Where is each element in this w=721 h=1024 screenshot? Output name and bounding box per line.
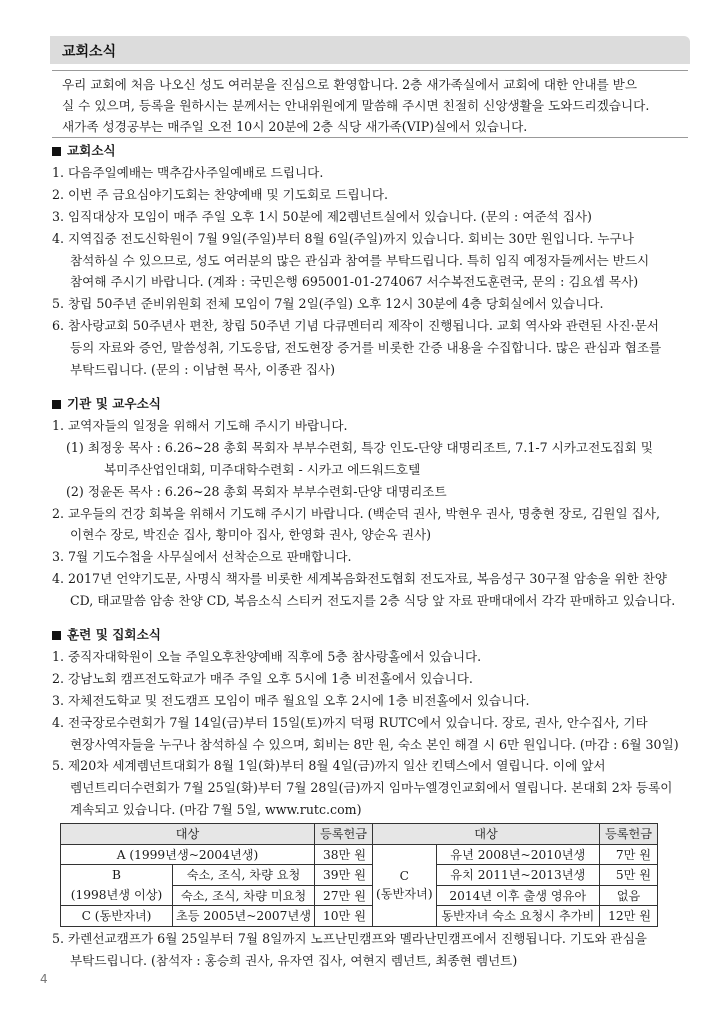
section-title: 훈련 및 집회소식 bbox=[67, 627, 161, 642]
section-title: 교회소식 bbox=[67, 143, 116, 158]
group-label: C bbox=[399, 869, 409, 883]
news-item-continued: 이현수 장로, 박진순 집사, 황미아 집사, 한영화 권사, 양순옥 권사) bbox=[70, 527, 432, 543]
registration-fee-table bbox=[60, 823, 658, 927]
news-item: 5. 제20차 세계렘넌트대회가 8월 1일(화)부터 8월 4일(금)까지 일산 킨텍스에서 열립니다. 이에 앞서 bbox=[52, 758, 606, 774]
news-item: 1. 중직자대학원이 오늘 주일오후찬양예배 직후에 5층 참사랑홀에서 있습니다. bbox=[52, 649, 482, 664]
welcome-line: 실 수 있으며, 등록을 원하시는 분께서는 안내위원에게 말씀해 주시면 친절히 신앙생활을 도와드리겠습니다. bbox=[62, 98, 650, 113]
table-row bbox=[61, 844, 658, 865]
column-header: 대상 bbox=[61, 824, 315, 845]
news-item: 2. 강남노회 캠프전도학교가 매주 주일 오후 5시에 1층 비전홀에서 있습니다. bbox=[52, 670, 473, 686]
news-item: 6. 참사랑교회 50주년사 편찬, 창립 50주년 기념 다큐멘터리 제작이 진행됩니다. 교회 역사와 관련된 사진·문서 bbox=[52, 318, 659, 334]
members-news-section bbox=[52, 393, 688, 612]
table-cell: C (동반자녀) bbox=[61, 906, 173, 927]
news-item-continued: 참석하실 수 있으므로, 성도 여러분의 많은 관심과 참여를 부탁드립니다. 특히 임직 예정자들께서는 반드시 bbox=[70, 252, 650, 268]
square-bullet-icon bbox=[52, 400, 61, 409]
news-item: 3. 자체전도학교 및 전도캠프 모임이 매주 월요일 오후 2시에 1층 비전홀에서 있습니다. bbox=[52, 692, 530, 708]
column-header: 등록헌금 bbox=[600, 824, 658, 845]
page-number: 4 bbox=[40, 972, 48, 986]
table-cell: 39만 원 bbox=[314, 865, 372, 886]
news-item-continued: 렘넌트리더수련회가 7월 25일(화)부터 7월 28일(금)까지 임마누엘경인교회에서 열립니다. 본대회 2차 등록이 bbox=[70, 780, 673, 796]
table-cell: A (1999년생~2004년생) bbox=[61, 844, 315, 865]
training-news-section bbox=[52, 624, 688, 821]
news-item: 4. 2017년 언약기도문, 사명식 책자를 비롯한 세계복음화전도협회 전도자료, 복음성구 30구절 암송을 위한 찬양 bbox=[52, 571, 667, 587]
group-label: (1998년생 이상) bbox=[70, 888, 163, 902]
section-title: 기관 및 교우소식 bbox=[67, 396, 161, 411]
news-subitem-continued: 복미주산업인대회, 미주대학수련회 - 시카고 에드워드호텔 bbox=[104, 461, 421, 477]
welcome-line: 새가족 성경공부는 매주일 오전 10시 20분에 2층 식당 새가족(VIP)실에서 있습니다. bbox=[62, 119, 528, 134]
table-header-row bbox=[61, 824, 658, 845]
table-cell: 12만 원 bbox=[600, 906, 658, 927]
table-cell: 유년 2008년~2010년생 bbox=[436, 844, 599, 865]
news-item-continued: 부탁드립니다. (참석자 : 홍승희 권사, 유자연 집사, 여현지 렘넌트, 최종현 렘넌트) bbox=[70, 952, 518, 968]
news-item: 5. 창립 50주년 준비위원회 전체 모임이 7월 2일(주일) 오후 12시 30분에 4층 당회실에서 있습니다. bbox=[52, 296, 604, 312]
table-cell: 7만 원 bbox=[600, 844, 658, 865]
table-cell: 유치 2011년~2013년생 bbox=[436, 865, 599, 886]
table-row bbox=[61, 906, 658, 927]
group-label: B bbox=[112, 868, 121, 882]
training-news-continued bbox=[52, 928, 688, 972]
news-item: 2. 교우들의 건강 회복을 위해서 기도해 주시기 바랍니다. (백순덕 권사, 박현우 권사, 명충현 장로, 김원일 집사, bbox=[52, 505, 660, 521]
square-bullet-icon bbox=[52, 631, 61, 640]
welcome-line: 우리 교회에 처음 나오신 성도 여러분을 진심으로 환영합니다. 2층 새가족실에서 교회에 대한 안내를 받으 bbox=[62, 77, 638, 92]
table-cell: 숙소, 조식, 차량 요청 bbox=[173, 865, 315, 886]
table-cell: 초등 2005년~2007년생 bbox=[173, 906, 315, 927]
news-item: 3. 임직대상자 모임이 매주 주일 오후 1시 50분에 제2렘넌트실에서 있습니다. (문의 : 여준석 집사) bbox=[52, 208, 592, 224]
news-item: 4. 지역집중 전도신학원이 7월 9일(주일)부터 8월 6일(주일)까지 있습니다. 회비는 30만 원입니다. 누구나 bbox=[52, 230, 634, 246]
table-cell: 38만 원 bbox=[314, 844, 372, 865]
section-heading bbox=[52, 393, 688, 415]
news-item: 2. 이번 주 금요심야기도회는 찬양예배 및 기도회로 드립니다. bbox=[52, 186, 389, 202]
news-item: 1. 교역자들의 일정을 위해서 기도해 주시기 바랍니다. bbox=[52, 418, 348, 433]
group-label: (동반자녀) bbox=[375, 887, 433, 901]
section-heading bbox=[52, 624, 688, 646]
table-cell: 숙소, 조식, 차량 미요청 bbox=[173, 885, 315, 906]
table-cell: 동반자녀 숙소 요청시 추가비 bbox=[436, 906, 599, 927]
table-cell: 10만 원 bbox=[314, 906, 372, 927]
news-item-continued: CD, 태교말씀 암송 찬양 CD, 복음소식 스티커 전도지를 2층 식당 앞 자료 판매대에서 각각 판매하고 있습니다. bbox=[70, 593, 676, 609]
news-item-continued: 부탁드립니다. (문의 : 이남현 목사, 이종관 집사) bbox=[70, 362, 336, 378]
welcome-notice bbox=[52, 70, 688, 138]
news-subitem: (1) 최정웅 목사 : 6.26~28 총회 목회자 부부수련회, 특강 인도-단양 대명리조트, 7.1-7 시카고전도집회 및 bbox=[66, 439, 653, 455]
church-news-section bbox=[52, 140, 688, 381]
section-heading bbox=[52, 140, 688, 162]
news-item-continued: 현장사역자들을 누구나 참석하실 수 있으며, 회비는 8만 원, 숙소 본인 해결 시 6만 원입니다. (마감 : 6월 30일) bbox=[70, 736, 679, 752]
table-cell: 5만 원 bbox=[600, 865, 658, 886]
news-subitem: (2) 정윤돈 목사 : 6.26~28 총회 목회자 부부수련회-단양 대명리조트 bbox=[66, 483, 447, 499]
column-header: 등록헌금 bbox=[314, 824, 372, 845]
column-header: 대상 bbox=[372, 824, 599, 845]
news-item: 5. 카렌선교캠프가 6월 25일부터 7월 8일까지 노프난민캠프와 멜라난민캠프에서 진행됩니다. 기도와 관심을 bbox=[52, 931, 647, 946]
table-cell: 없음 bbox=[600, 885, 658, 906]
news-item: 4. 전국장로수련회가 7월 14일(금)부터 15일(토)까지 덕평 RUTC에서 있습니다. 장로, 권사, 안수집사, 기타 bbox=[52, 714, 648, 730]
news-item-continued: 등의 자료와 증언, 말씀성취, 기도응답, 전도현장 증거를 비롯한 간증 내용을 수집합니다. 많은 관심과 협조를 bbox=[70, 340, 662, 356]
header-bar bbox=[50, 36, 690, 64]
news-item-continued: 참여해 주시기 바랍니다. (계좌 : 국민은행 695001-01-274067 서수복전도훈련국, 문의 : 김요셉 목사) bbox=[70, 274, 639, 290]
table-cell bbox=[372, 844, 436, 926]
news-item-continued: 계속되고 있습니다. (마감 7월 5일, www.rutc.com) bbox=[70, 802, 362, 818]
page-title: 교회소식 bbox=[62, 44, 117, 60]
table-cell bbox=[61, 865, 173, 906]
table-cell: 27만 원 bbox=[314, 885, 372, 906]
table-cell: 2014년 이후 출생 영유아 bbox=[436, 885, 599, 906]
table-row bbox=[61, 865, 658, 886]
news-item: 3. 7월 기도수첩을 사무실에서 선착순으로 판매합니다. bbox=[52, 549, 352, 565]
square-bullet-icon bbox=[52, 147, 61, 156]
news-item: 1. 다음주일예배는 맥추감사주일예배로 드립니다. bbox=[52, 165, 324, 180]
